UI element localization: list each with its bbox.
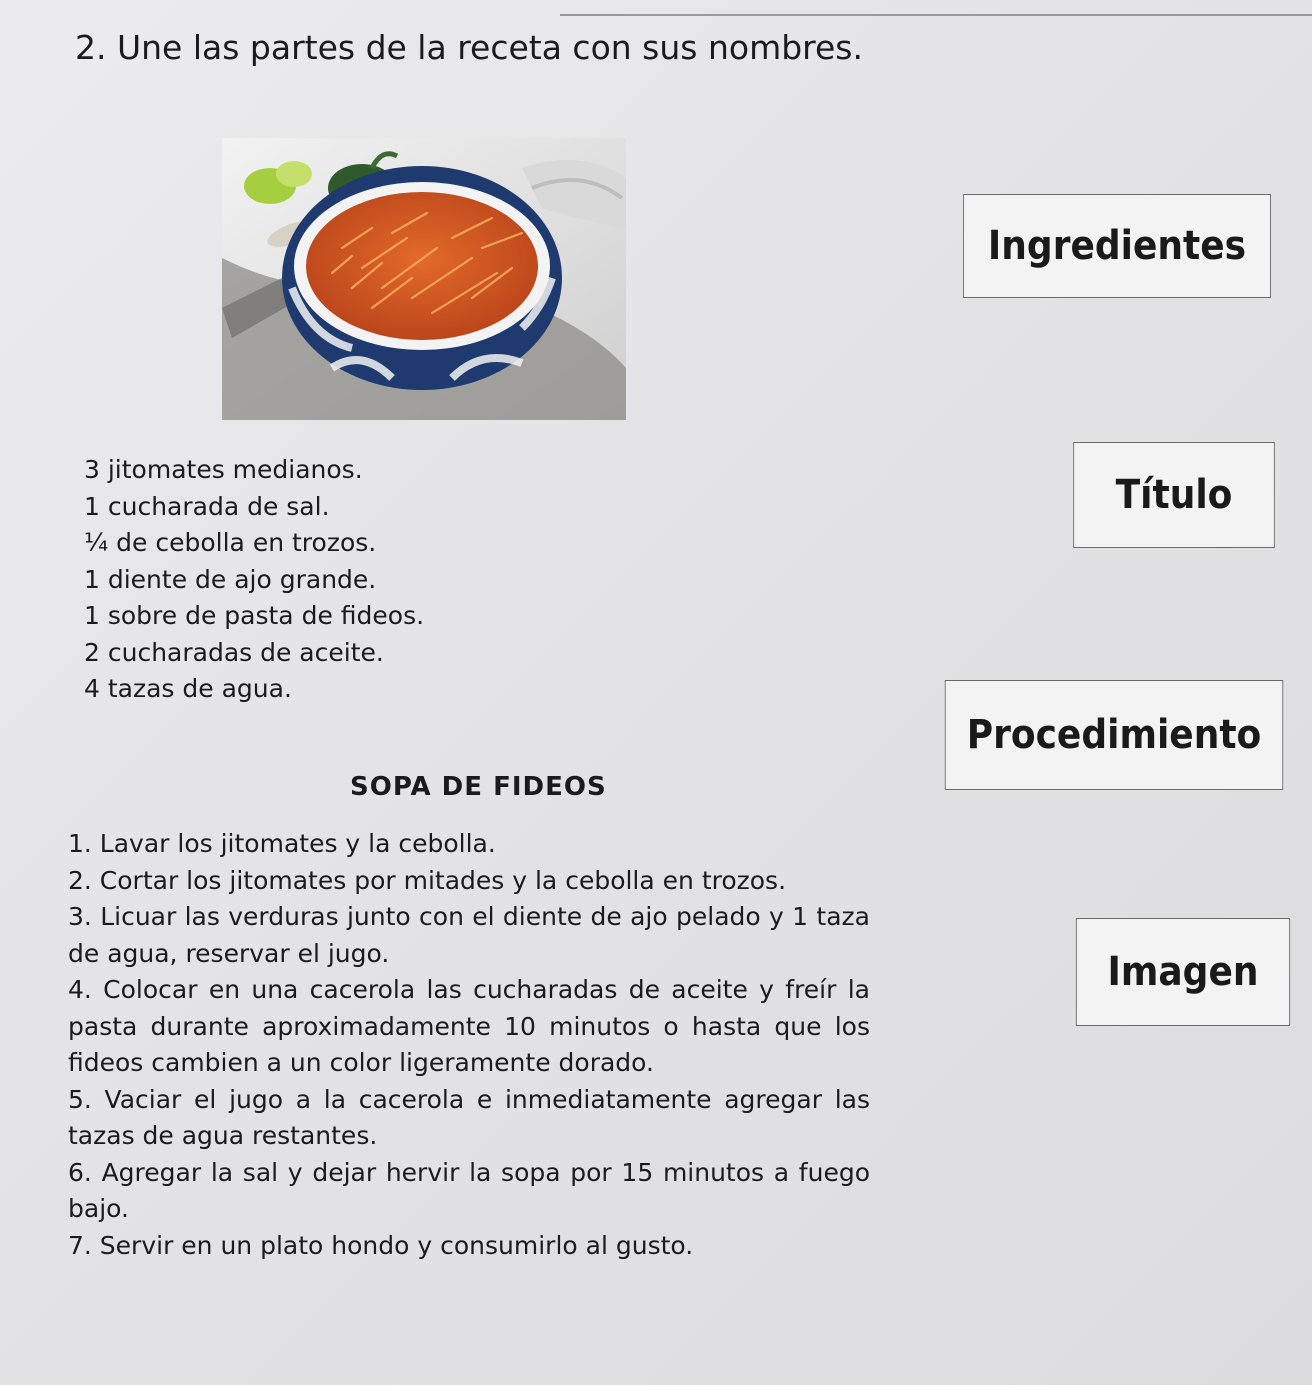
ingredient-item: 1 diente de ajo grande. <box>84 564 377 594</box>
soup-photo <box>222 138 626 420</box>
label-box-imagen[interactable]: Imagen <box>1076 918 1290 1026</box>
instruction-text: 2. Une las partes de la receta con sus nombres. <box>75 28 863 67</box>
step-item: 3. Licuar las verduras junto con el diente de ajo pelado y 1 taza de agua, reservar el jugo. <box>68 902 870 968</box>
top-rule <box>560 0 1312 16</box>
ingredient-item: 1 cucharada de sal. <box>84 491 330 521</box>
ingredient-item: 3 jitomates medianos. <box>84 455 363 484</box>
step-item: 1. Lavar los jitomates y la cebolla. <box>68 829 496 858</box>
label-box-titulo[interactable]: Título <box>1073 442 1275 548</box>
step-item: 7. Servir en un plato hondo y consumirlo al gusto. <box>68 1230 694 1260</box>
ingredient-item: 2 cucharadas de aceite. <box>84 637 384 667</box>
ingredients-list <box>84 452 424 708</box>
step-item: 5. Vaciar el jugo a la cacerola e inmediatamente agregar las tazas de agua restantes. <box>68 1084 870 1150</box>
step-item: 2. Cortar los jitomates por mitades y la cebolla en trozos. <box>68 865 787 895</box>
ingredient-item: 4 tazas de agua. <box>84 674 292 703</box>
step-item: 6. Agregar la sal y dejar hervir la sopa por 15 minutos a fuego bajo. <box>68 1157 870 1223</box>
recipe-title: SOPA DE FIDEOS <box>350 772 607 802</box>
ingredient-item: ¼ de cebolla en trozos. <box>84 528 377 557</box>
lime-slice-2 <box>276 161 312 187</box>
step-item: 4. Colocar en una cacerola las cucharadas de aceite y freír la pasta durante aproximadamente 10 minutos o hasta que los fideos cambien a un color ligeramente dorado. <box>68 975 870 1077</box>
procedure-steps <box>68 826 870 1264</box>
ingredient-item: 1 sobre de pasta de fideos. <box>84 601 425 630</box>
label-box-procedimiento[interactable]: Procedimiento <box>945 680 1283 790</box>
label-box-ingredientes[interactable]: Ingredientes <box>963 194 1271 298</box>
